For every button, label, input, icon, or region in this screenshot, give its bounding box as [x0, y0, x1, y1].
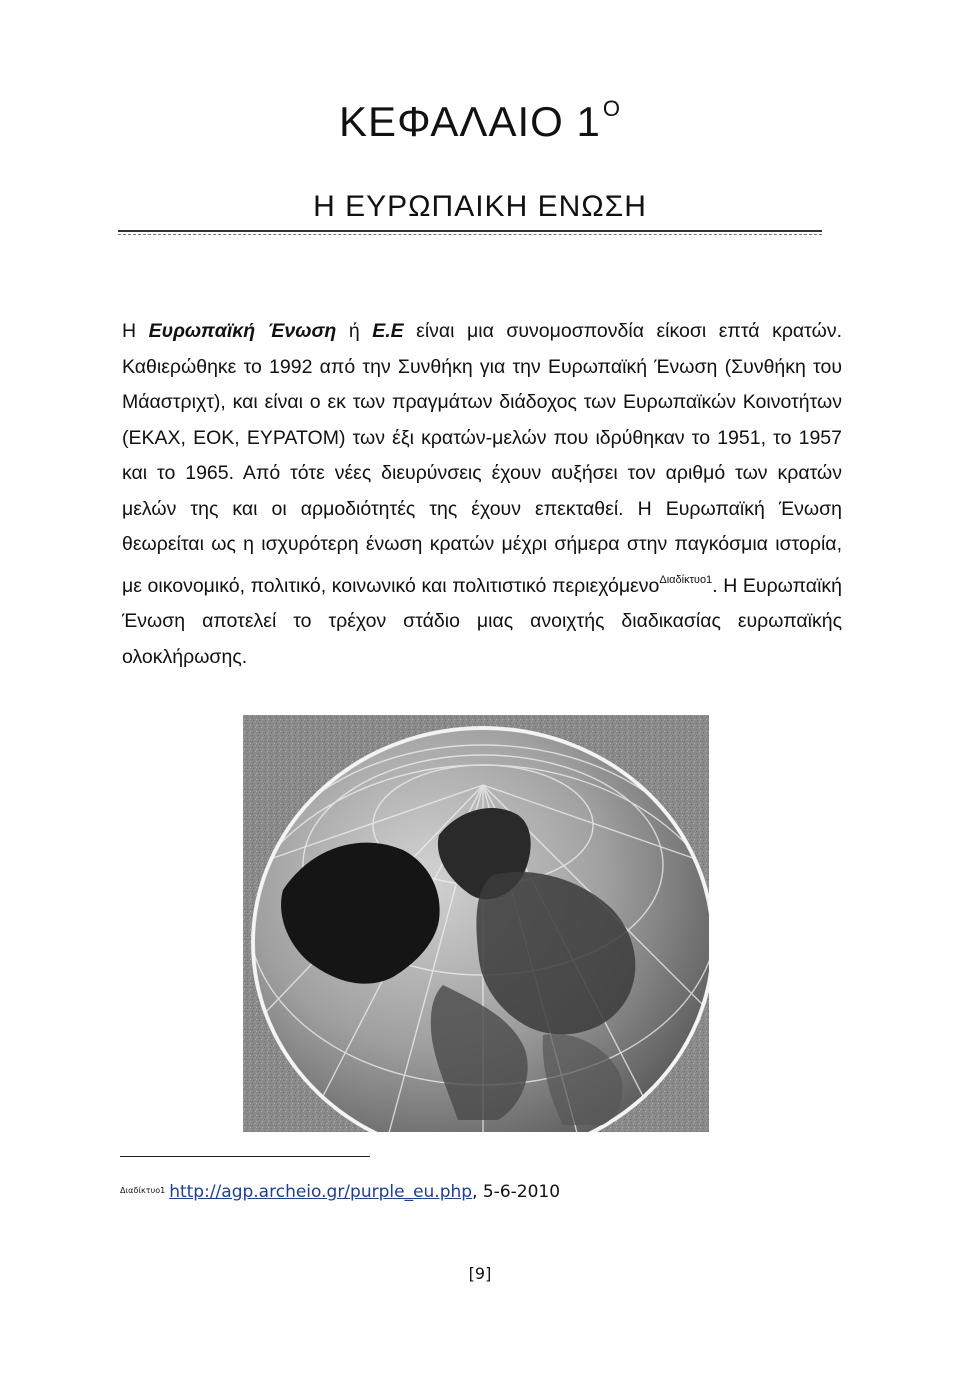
chapter-title — [0, 96, 960, 146]
globe-image — [243, 715, 709, 1132]
intro-or: ή — [336, 320, 373, 342]
eu-name: Ευρωπαϊκή Ένωση — [148, 320, 337, 342]
eu-abbr: Ε.Ε — [372, 320, 404, 342]
intro-prefix: Η — [122, 320, 149, 342]
title-underline — [118, 230, 822, 232]
section-title: Η ΕΥΡΩΠΑΙΚΗ ΕΝΩΣΗ — [313, 190, 647, 223]
footnote-link[interactable]: http://agp.archeio.gr/purple_eu.php — [169, 1182, 473, 1202]
body-paragraph — [122, 314, 842, 675]
footnote-separator — [120, 1156, 370, 1157]
page-number: [9] — [468, 1264, 492, 1283]
chapter-title-text: ΚΕΦΑΛΑΙΟ 1 — [339, 98, 601, 145]
footnote-date: , 5-6-2010 — [472, 1182, 561, 1202]
footnote-mark: Διαδίκτυο1 — [120, 1186, 166, 1195]
chapter-superscript: Ο — [602, 96, 621, 121]
paragraph-text-2: . Η Ευρωπαϊκή Ένωση αποτελεί το τρέχον στάδιο μιας ανοιχτής διαδικασίας ευρωπαϊκής ολοκλήρωσης. — [122, 574, 842, 668]
globe-illustration — [243, 715, 709, 1132]
title-underline-dashed — [118, 234, 822, 235]
footnote — [120, 1182, 560, 1202]
paragraph-text-1: είναι μια συνομοσπονδία είκοσι επτά κρατών. Καθιερώθηκε το 1992 από την Συνθήκη για την Ευρωπαϊκή Ένωση (Συνθήκη του Μάαστριχτ), και είναι ο εκ των πραγμάτων διάδοχος των Ευρωπαϊκών Κοινοτήτων (ΕΚΑΧ, ΕΟΚ, ΕΥΡΑΤΟΜ) των έξι κρατών-μελών που ιδρύθηκαν το 1951, το 1957 και το 1965. Από τότε νέες διευρύνσεις έχουν αυξήσει τον αριθμό των κρατών μελών της και οι αρμοδιότητές της έχουν επεκταθεί. Η Ευρωπαϊκή Ένωση θεωρείται ως η ισχυρότερη ένωση κρατών μέχρι σήμερα στην παγκόσμια ιστορία, με οικονομικό, πολιτικό, κοινωνικό και πολιτιστικό περιεχόμενο — [122, 320, 843, 597]
footnote-reference[interactable]: Διαδίκτυο1 — [659, 573, 713, 586]
